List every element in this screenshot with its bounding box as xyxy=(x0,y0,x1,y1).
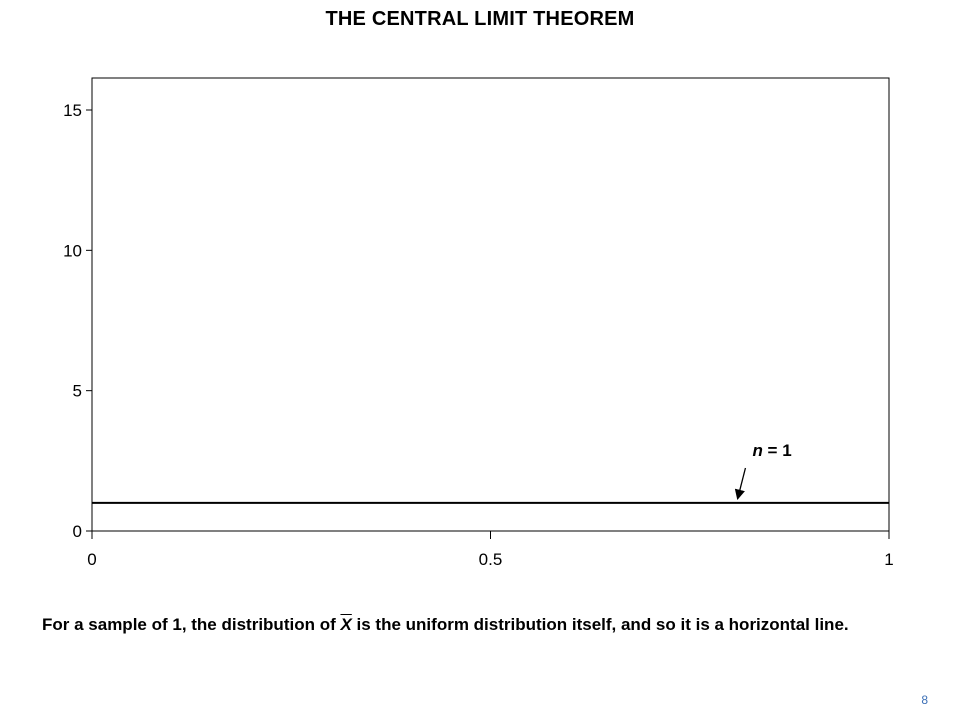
annotation-label xyxy=(752,441,791,460)
y-tick-label: 15 xyxy=(63,101,82,120)
caption-part-1: For a sample of 1, the distribution of xyxy=(42,615,341,634)
page-number: 8 xyxy=(921,693,928,707)
annotation-value: = 1 xyxy=(762,441,792,461)
plot-area xyxy=(92,78,889,531)
y-tick-label: 10 xyxy=(63,241,82,261)
caption xyxy=(42,612,902,637)
x-tick-label: 1 xyxy=(884,550,894,569)
annotation-n: n xyxy=(752,441,763,461)
y-tick-label: 5 xyxy=(72,381,82,401)
x-tick-label: 0 xyxy=(87,550,97,569)
x-tick-label: 0.5 xyxy=(478,550,503,569)
caption-part-2: is the uniform distribution itself, and so it is a horizontal line. xyxy=(351,615,849,634)
slide-title: THE CENTRAL LIMIT THEOREM xyxy=(325,8,635,30)
x-bar-symbol: $\overline{X}$ xyxy=(340,615,352,634)
y-tick-label: 0 xyxy=(72,522,82,541)
